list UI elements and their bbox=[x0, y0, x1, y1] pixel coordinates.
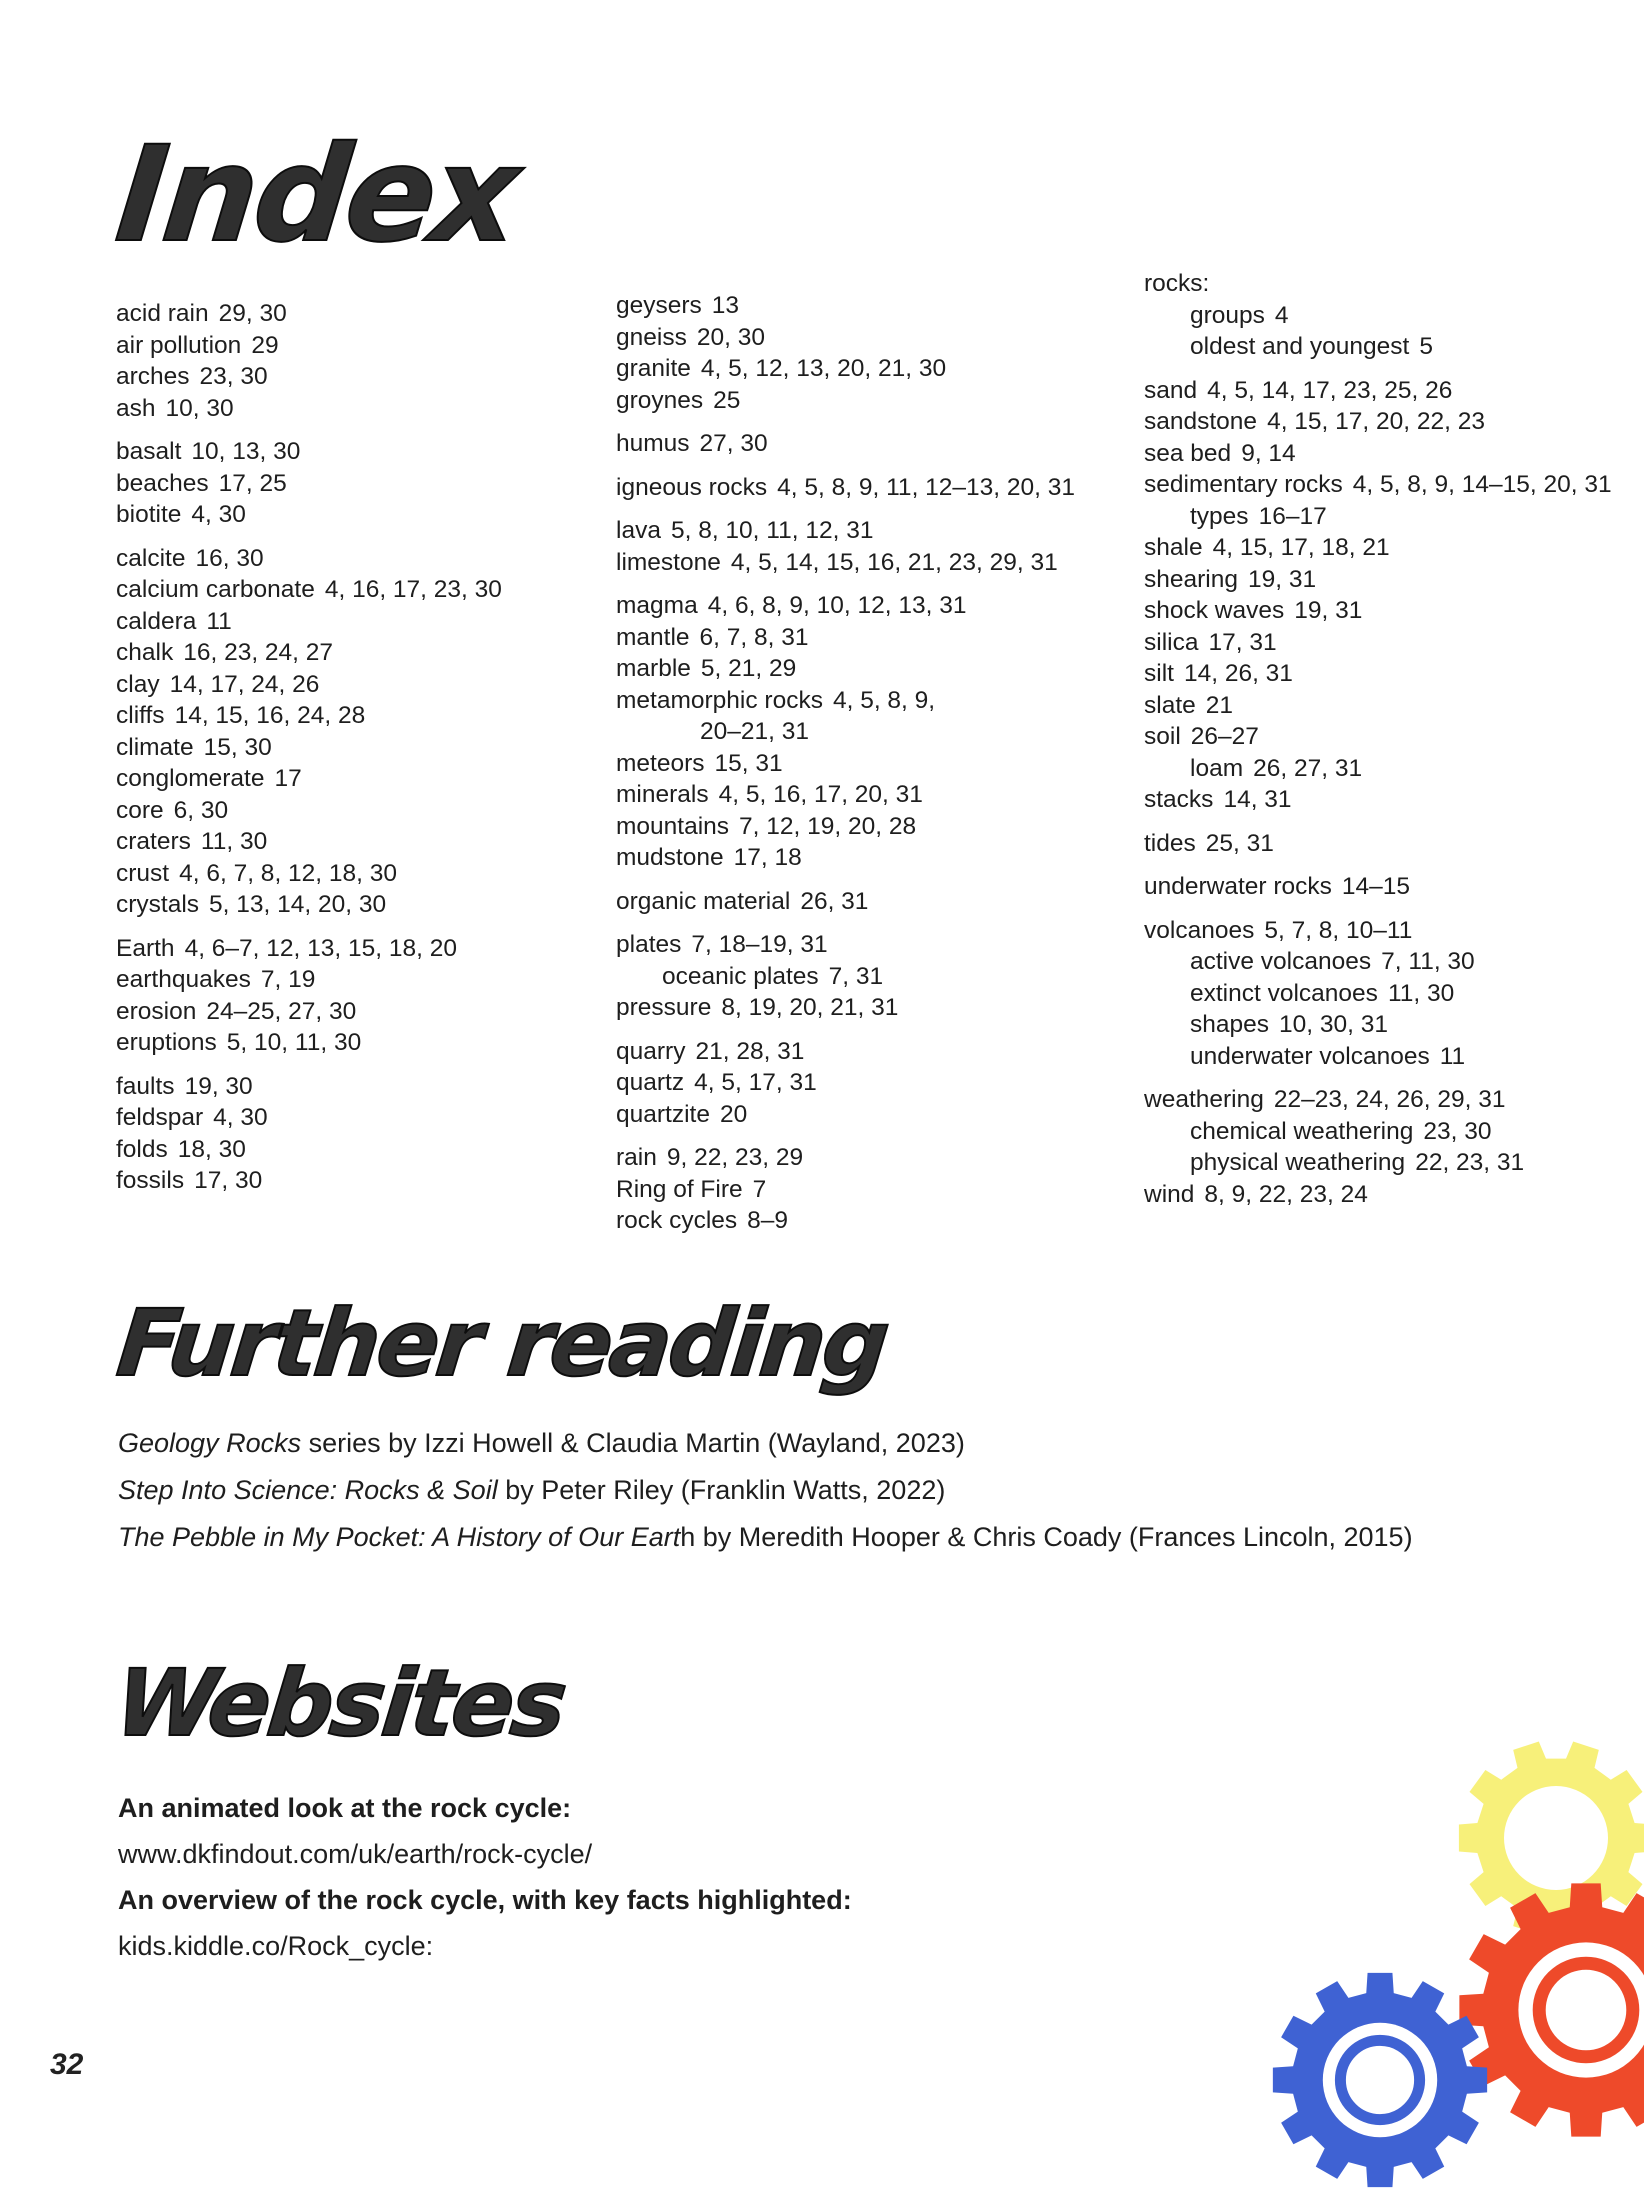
index-pages: 4, 6, 8, 9, 10, 12, 13, 31 bbox=[707, 592, 967, 619]
index-term: chalk bbox=[116, 639, 174, 666]
index-entry bbox=[1144, 721, 1644, 753]
website-description: An overview of the rock cycle, with key facts highlighted: bbox=[118, 1885, 852, 1915]
index-pages: 17, 25 bbox=[218, 469, 287, 497]
index-entry bbox=[116, 700, 616, 732]
index-term: shock waves bbox=[1144, 597, 1285, 624]
index-term: soil bbox=[1144, 723, 1181, 750]
index-pages: 9, 14 bbox=[1241, 439, 1296, 467]
index-term: granite bbox=[616, 355, 691, 382]
index-term: lava bbox=[616, 517, 661, 544]
index-entry bbox=[616, 322, 1136, 354]
index-letter-group bbox=[616, 428, 1136, 460]
index-letter-group bbox=[616, 929, 1136, 1024]
index-term: meteors bbox=[616, 749, 705, 777]
index-subentry bbox=[616, 961, 1136, 993]
index-letter-group bbox=[616, 515, 1136, 578]
index-pages: 20, 30 bbox=[696, 323, 765, 351]
index-entry bbox=[616, 590, 1136, 622]
index-term: groups bbox=[1190, 301, 1265, 329]
index-subentry bbox=[1144, 1009, 1644, 1041]
index-entry bbox=[1144, 406, 1644, 438]
index-term: geysers bbox=[616, 292, 702, 319]
index-entry bbox=[1144, 871, 1644, 903]
index-term: plates bbox=[616, 931, 682, 958]
index-subentry bbox=[1144, 753, 1644, 785]
further-reading-heading: Further reading bbox=[112, 1290, 892, 1397]
book-item bbox=[118, 1514, 1413, 1561]
index-pages: 4, 5, 8, 9, 11, 12–13, 20, 31 bbox=[777, 473, 1076, 501]
index-entry bbox=[616, 811, 1136, 843]
index-pages: 4, 16, 17, 23, 30 bbox=[324, 576, 502, 603]
index-entry bbox=[116, 361, 616, 393]
index-pages: 16, 23, 24, 27 bbox=[183, 639, 334, 666]
index-pages: 10, 13, 30 bbox=[191, 438, 301, 465]
index-entry bbox=[116, 964, 616, 996]
index-entry bbox=[116, 1071, 616, 1103]
index-letter-group bbox=[616, 590, 1136, 874]
index-subentry bbox=[1144, 300, 1644, 332]
index-term: metamorphic rocks bbox=[616, 686, 823, 714]
index-pages: 25 bbox=[713, 386, 741, 414]
index-term: crystals bbox=[116, 891, 200, 918]
index-entry bbox=[616, 472, 1136, 504]
index-entry bbox=[116, 826, 616, 858]
index-entry bbox=[616, 716, 1136, 748]
index-entry bbox=[616, 428, 1136, 460]
index-entry bbox=[616, 1174, 1136, 1206]
index-term: silt bbox=[1144, 660, 1174, 687]
index-subentry bbox=[1144, 1041, 1644, 1073]
index-letter-group bbox=[1144, 871, 1644, 903]
index-term: basalt bbox=[116, 438, 182, 465]
index-entry bbox=[616, 385, 1136, 417]
index-term: erosion bbox=[116, 997, 197, 1025]
index-pages: 24–25, 27, 30 bbox=[206, 997, 357, 1025]
index-term: physical weathering bbox=[1190, 1149, 1406, 1176]
index-pages: 16–17 bbox=[1258, 502, 1327, 530]
index-term: Earth bbox=[116, 934, 175, 962]
index-entry bbox=[1144, 828, 1644, 860]
index-term: underwater volcanoes bbox=[1190, 1042, 1430, 1070]
index-letter-group bbox=[116, 436, 616, 531]
index-subentry bbox=[1144, 331, 1644, 363]
index-entry bbox=[616, 353, 1136, 385]
index-pages: 29 bbox=[251, 331, 279, 359]
index-term: shearing bbox=[1144, 565, 1238, 593]
blue-gear-icon bbox=[1270, 1970, 1490, 2190]
index-term: shapes bbox=[1190, 1011, 1270, 1038]
index-term: slate bbox=[1144, 691, 1196, 719]
index-term: eruptions bbox=[116, 1029, 217, 1056]
index-subentry bbox=[1144, 501, 1644, 533]
index-entry bbox=[116, 933, 616, 965]
index-pages: 26, 27, 31 bbox=[1253, 754, 1363, 782]
index-entry bbox=[1144, 268, 1644, 300]
index-term: calcite bbox=[116, 544, 186, 572]
index-term: silica bbox=[1144, 628, 1199, 656]
index-pages: 18, 30 bbox=[177, 1135, 246, 1163]
index-pages: 7 bbox=[752, 1175, 767, 1203]
index-entry bbox=[1144, 1179, 1644, 1211]
index-term: rock cycles bbox=[616, 1207, 738, 1234]
index-term: gneiss bbox=[616, 323, 687, 351]
index-pages: 20–21, 31 bbox=[700, 718, 809, 745]
index-letter-group bbox=[1144, 828, 1644, 860]
index-pages: 21, 28, 31 bbox=[695, 1037, 805, 1065]
index-term: shale bbox=[1144, 534, 1203, 561]
index-term: mudstone bbox=[616, 844, 724, 871]
index-entry bbox=[116, 574, 616, 606]
index-pages: 14, 31 bbox=[1223, 786, 1292, 813]
index-pages: 14–15 bbox=[1341, 873, 1411, 900]
index-term: humus bbox=[616, 430, 690, 457]
index-pages: 4, 5, 12, 13, 20, 21, 30 bbox=[700, 355, 947, 382]
index-pages: 6, 30 bbox=[173, 796, 229, 824]
index-pages: 11 bbox=[1439, 1042, 1466, 1070]
index-pages: 5, 10, 11, 30 bbox=[226, 1029, 362, 1056]
index-pages: 4, 30 bbox=[213, 1104, 268, 1131]
index-term: sea bed bbox=[1144, 439, 1232, 467]
index-term: biotite bbox=[116, 501, 182, 528]
index-letter-group bbox=[616, 1036, 1136, 1131]
index-pages: 4, 15, 17, 18, 21 bbox=[1212, 534, 1390, 561]
index-entry bbox=[616, 547, 1136, 579]
index-term: weathering bbox=[1144, 1086, 1264, 1113]
index-pages: 7, 19 bbox=[260, 966, 316, 993]
index-subentry bbox=[1144, 1147, 1644, 1179]
index-pages: 5, 13, 14, 20, 30 bbox=[209, 891, 387, 918]
index-pages: 26, 31 bbox=[800, 887, 869, 915]
index-pages: 29, 30 bbox=[218, 300, 287, 327]
index-pages: 4, 5, 8, 9, 14–15, 20, 31 bbox=[1352, 471, 1612, 498]
index-entry bbox=[616, 653, 1136, 685]
index-term: marble bbox=[616, 655, 691, 682]
index-letter-group bbox=[116, 933, 616, 1059]
index-term: minerals bbox=[616, 781, 709, 808]
index-entry bbox=[616, 886, 1136, 918]
book-item bbox=[118, 1420, 1413, 1467]
index-pages: 19, 30 bbox=[184, 1072, 253, 1100]
index-term: wind bbox=[1144, 1180, 1195, 1208]
index-entry bbox=[616, 748, 1136, 780]
index-entry bbox=[616, 622, 1136, 654]
index-pages: 11, 30 bbox=[200, 828, 268, 855]
index-entry bbox=[1144, 532, 1644, 564]
index-pages: 5 bbox=[1419, 333, 1433, 360]
index-pages: 4, 15, 17, 20, 22, 23 bbox=[1267, 408, 1486, 435]
index-pages: 17, 30 bbox=[194, 1167, 263, 1194]
index-term: clay bbox=[116, 670, 160, 698]
index-term: sand bbox=[1144, 376, 1198, 404]
index-entry bbox=[116, 732, 616, 764]
index-term: tides bbox=[1144, 829, 1196, 857]
index-entry bbox=[1144, 627, 1644, 659]
index-entry bbox=[116, 795, 616, 827]
index-pages: 4, 5, 16, 17, 20, 31 bbox=[718, 781, 923, 808]
index-letter-group bbox=[616, 472, 1136, 504]
index-pages: 17, 31 bbox=[1208, 628, 1277, 656]
index-pages: 4, 5, 14, 17, 23, 25, 26 bbox=[1207, 376, 1453, 404]
index-pages: 9, 22, 23, 29 bbox=[666, 1144, 804, 1171]
index-term: mountains bbox=[616, 812, 730, 840]
index-term: types bbox=[1190, 502, 1249, 530]
index-term: earthquakes bbox=[116, 966, 251, 993]
index-entry bbox=[116, 669, 616, 701]
index-entry bbox=[116, 1165, 616, 1197]
index-entry bbox=[1144, 469, 1644, 501]
index-pages: 7, 12, 19, 20, 28 bbox=[739, 812, 917, 840]
index-term: beaches bbox=[116, 469, 209, 497]
index-entry bbox=[616, 842, 1136, 874]
index-entry bbox=[116, 1102, 616, 1134]
index-term: fossils bbox=[116, 1167, 185, 1194]
index-letter-group bbox=[1144, 268, 1644, 363]
index-pages: 5, 7, 8, 10–11 bbox=[1264, 916, 1413, 944]
index-entry bbox=[616, 1036, 1136, 1068]
index-entry bbox=[1144, 438, 1644, 470]
index-term: underwater rocks bbox=[1144, 873, 1332, 900]
index-pages: 4, 5, 14, 15, 16, 21, 23, 29, 31 bbox=[730, 548, 1058, 576]
index-pages: 22–23, 24, 26, 29, 31 bbox=[1273, 1086, 1506, 1113]
index-pages: 8, 9, 22, 23, 24 bbox=[1204, 1180, 1368, 1208]
index-letter-group bbox=[616, 290, 1136, 416]
index-entry bbox=[116, 1134, 616, 1166]
index-term: conglomerate bbox=[116, 765, 265, 792]
index-entry bbox=[116, 889, 616, 921]
index-pages: 27, 30 bbox=[699, 430, 768, 457]
index-column-1 bbox=[116, 298, 616, 1209]
website-url[interactable]: kids.kiddle.co/Rock_cycle: bbox=[118, 1931, 434, 1961]
index-term: Ring of Fire bbox=[616, 1175, 743, 1203]
index-entry bbox=[116, 393, 616, 425]
index-pages: 14, 17, 24, 26 bbox=[169, 670, 320, 698]
index-entry bbox=[616, 515, 1136, 547]
index-pages: 23, 30 bbox=[199, 363, 268, 390]
book-details: h by Meredith Hooper & Chris Coady (Frances Lincoln, 2015) bbox=[680, 1522, 1413, 1552]
index-pages: 7, 11, 30 bbox=[1381, 948, 1475, 975]
index-pages: 8, 19, 20, 21, 31 bbox=[721, 994, 899, 1021]
index-entry bbox=[116, 330, 616, 362]
index-pages: 17 bbox=[274, 765, 302, 792]
index-column-2 bbox=[616, 290, 1136, 1249]
index-pages: 13 bbox=[711, 292, 740, 319]
index-pages: 16, 30 bbox=[195, 544, 264, 572]
index-pages: 7, 31 bbox=[828, 962, 884, 990]
index-term: mantle bbox=[616, 623, 690, 651]
index-column-3 bbox=[1144, 268, 1644, 1222]
index-term: acid rain bbox=[116, 300, 209, 327]
index-term: caldera bbox=[116, 607, 197, 635]
index-term: quarry bbox=[616, 1037, 686, 1065]
index-pages: 5, 8, 10, 11, 12, 31 bbox=[670, 517, 874, 544]
index-entry bbox=[1144, 915, 1644, 947]
index-letter-group bbox=[616, 886, 1136, 918]
index-pages: 4 bbox=[1274, 301, 1289, 329]
book-title: Step Into Science: Rocks & Soil bbox=[118, 1475, 498, 1505]
index-entry bbox=[116, 468, 616, 500]
index-term: craters bbox=[116, 828, 191, 855]
index-entry bbox=[116, 637, 616, 669]
index-entry bbox=[1144, 595, 1644, 627]
index-term: igneous rocks bbox=[616, 473, 768, 501]
index-pages: 15, 30 bbox=[203, 733, 272, 761]
index-entry bbox=[616, 1142, 1136, 1174]
index-pages: 10, 30 bbox=[165, 394, 234, 422]
index-pages: 4, 30 bbox=[191, 501, 246, 528]
book-details: by Peter Riley (Franklin Watts, 2022) bbox=[497, 1475, 946, 1505]
index-entry bbox=[116, 606, 616, 638]
index-entry bbox=[116, 499, 616, 531]
index-term: faults bbox=[116, 1072, 175, 1100]
book-title: The Pebble in My Pocket: A History of Our Eart bbox=[118, 1522, 681, 1552]
index-term: stacks bbox=[1144, 786, 1214, 813]
index-pages: 4, 5, 8, 9, bbox=[832, 686, 936, 714]
index-entry bbox=[116, 436, 616, 468]
index-entry bbox=[1144, 658, 1644, 690]
index-entry bbox=[116, 298, 616, 330]
index-pages: 25, 31 bbox=[1205, 829, 1274, 857]
index-entry bbox=[1144, 375, 1644, 407]
index-entry bbox=[616, 1205, 1136, 1237]
index-pages: 4, 6, 7, 8, 12, 18, 30 bbox=[179, 859, 398, 887]
index-term: arches bbox=[116, 363, 190, 390]
index-term: cliffs bbox=[116, 702, 165, 729]
index-heading: Index bbox=[109, 118, 524, 272]
index-pages: 14, 15, 16, 24, 28 bbox=[174, 702, 366, 729]
index-entry bbox=[116, 543, 616, 575]
index-letter-group bbox=[116, 1071, 616, 1197]
index-letter-group bbox=[616, 1142, 1136, 1237]
index-term: chemical weathering bbox=[1190, 1117, 1414, 1145]
index-term: organic material bbox=[616, 887, 791, 915]
index-term: crust bbox=[116, 859, 170, 887]
index-entry bbox=[1144, 784, 1644, 816]
index-pages: 5, 21, 29 bbox=[700, 655, 797, 682]
index-letter-group bbox=[116, 298, 616, 424]
index-term: calcium carbonate bbox=[116, 576, 315, 603]
index-term: sandstone bbox=[1144, 408, 1258, 435]
index-pages: 17, 18 bbox=[733, 844, 802, 871]
index-term: climate bbox=[116, 733, 194, 761]
index-pages: 6, 7, 8, 31 bbox=[699, 623, 809, 651]
index-term: oceanic plates bbox=[662, 962, 819, 990]
index-entry bbox=[116, 1027, 616, 1059]
index-entry bbox=[616, 779, 1136, 811]
index-subentry bbox=[1144, 978, 1644, 1010]
index-letter-group bbox=[1144, 375, 1644, 816]
index-term: quartz bbox=[616, 1069, 685, 1096]
index-pages: 19, 31 bbox=[1294, 597, 1363, 624]
index-entry bbox=[116, 996, 616, 1028]
index-letter-group bbox=[116, 543, 616, 921]
index-term: oldest and youngest bbox=[1190, 333, 1410, 360]
index-entry bbox=[1144, 690, 1644, 722]
index-pages: 7, 18–19, 31 bbox=[691, 931, 828, 958]
index-pages: 21 bbox=[1205, 691, 1234, 719]
index-term: ash bbox=[116, 394, 156, 422]
index-letter-group bbox=[1144, 1084, 1644, 1210]
website-description: An animated look at the rock cycle: bbox=[118, 1793, 572, 1823]
index-term: active volcanoes bbox=[1190, 948, 1372, 975]
index-term: volcanoes bbox=[1144, 916, 1255, 944]
index-entry bbox=[116, 858, 616, 890]
index-pages: 20 bbox=[719, 1100, 748, 1128]
index-term: magma bbox=[616, 592, 698, 619]
index-term: rain bbox=[616, 1144, 657, 1171]
index-pages: 22, 23, 31 bbox=[1415, 1149, 1525, 1176]
index-term: sedimentary rocks bbox=[1144, 471, 1343, 498]
further-reading-list bbox=[118, 1420, 1413, 1561]
index-entry bbox=[616, 290, 1136, 322]
index-term: extinct volcanoes bbox=[1190, 979, 1378, 1007]
book-details: series by Izzi Howell & Claudia Martin (Wayland, 2023) bbox=[301, 1428, 965, 1458]
index-pages: 11, 30 bbox=[1387, 979, 1455, 1007]
index-term: groynes bbox=[616, 386, 704, 414]
index-pages: 8–9 bbox=[747, 1207, 789, 1234]
index-entry bbox=[616, 1099, 1136, 1131]
page-number: 32 bbox=[50, 2048, 84, 2081]
index-term: rocks: bbox=[1144, 270, 1210, 297]
index-entry bbox=[616, 1067, 1136, 1099]
index-letter-group bbox=[1144, 915, 1644, 1073]
index-pages: 11 bbox=[206, 607, 232, 635]
index-pages: 10, 30, 31 bbox=[1279, 1011, 1388, 1038]
index-pages: 4, 5, 17, 31 bbox=[694, 1069, 817, 1096]
index-subentry bbox=[1144, 1116, 1644, 1148]
index-pages: 19, 31 bbox=[1247, 565, 1317, 593]
websites-list bbox=[118, 1785, 852, 1969]
index-pages: 15, 31 bbox=[714, 749, 783, 777]
book-title: Geology Rocks bbox=[118, 1428, 302, 1458]
index-entry bbox=[116, 763, 616, 795]
index-entry bbox=[1144, 1084, 1644, 1116]
index-term: loam bbox=[1190, 754, 1244, 782]
index-term: limestone bbox=[616, 548, 721, 576]
index-entry bbox=[616, 929, 1136, 961]
index-term: pressure bbox=[616, 994, 712, 1021]
book-item bbox=[118, 1467, 1413, 1514]
index-pages: 26–27 bbox=[1190, 723, 1259, 750]
index-subentry bbox=[1144, 946, 1644, 978]
website-url[interactable]: www.dkfindout.com/uk/earth/rock-cycle/ bbox=[118, 1839, 593, 1869]
index-term: folds bbox=[116, 1135, 168, 1163]
websites-heading: Websites bbox=[110, 1650, 569, 1757]
index-entry bbox=[616, 685, 1136, 717]
index-pages: 4, 6–7, 12, 13, 15, 18, 20 bbox=[184, 934, 458, 962]
index-term: core bbox=[116, 796, 164, 824]
index-entry bbox=[616, 992, 1136, 1024]
index-term: feldspar bbox=[116, 1104, 204, 1131]
index-entry bbox=[1144, 564, 1644, 596]
index-term: air pollution bbox=[116, 331, 242, 359]
index-pages: 14, 26, 31 bbox=[1183, 660, 1293, 687]
index-pages: 23, 30 bbox=[1423, 1117, 1492, 1145]
index-term: quartzite bbox=[616, 1100, 710, 1128]
